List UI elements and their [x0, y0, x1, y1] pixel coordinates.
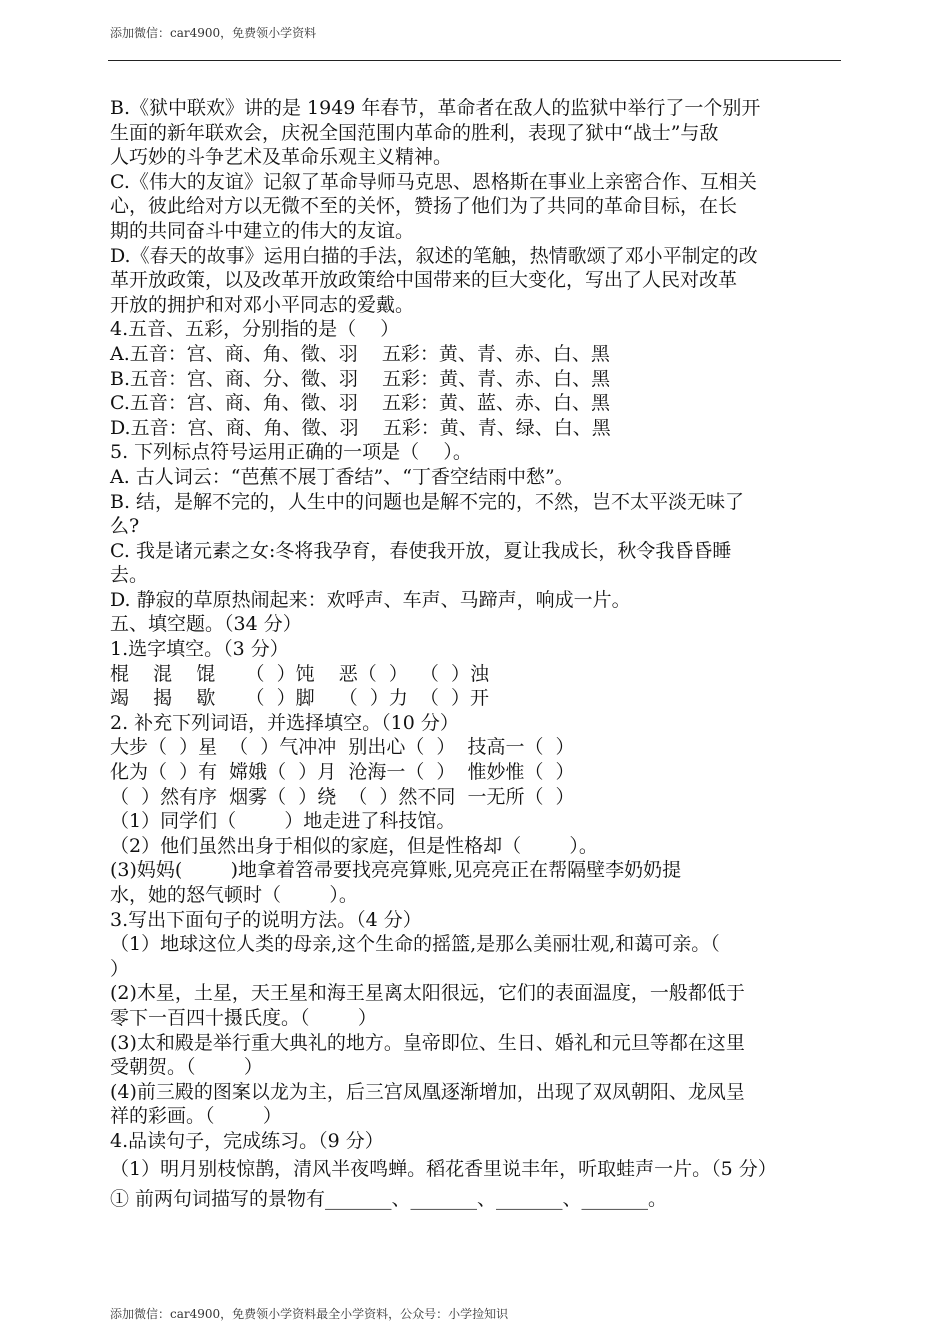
- text-line: 生面的新年联欢会，庆祝全国范围内革命的胜利，表现了狱中“战士”与敌: [110, 121, 719, 144]
- option-d: D.五音：宫、商、角、徵、羽 五彩：黄、青、绿、白、黑: [110, 416, 611, 439]
- text-line: D.《春天的故事》运用白描的手法，叙述的笔触，热情歌颂了邓小平制定的改: [110, 244, 758, 267]
- text-line: 去。: [110, 564, 149, 587]
- text-line: 祥的彩画。（ ）: [110, 1105, 282, 1128]
- fill-row: 化为（ ）有 嫦娥（ ）月 沧海一（ ） 惟妙惟（ ）: [110, 761, 575, 784]
- option-b: B.五音：宫、商、分、徵、羽 五彩：黄、青、赤、白、黑: [110, 367, 611, 390]
- fill-row: 竭 揭 歇 （ ）脚 （ ）力 （ ）开: [110, 687, 489, 710]
- text-line: 么?: [110, 515, 140, 538]
- fill-row: （ ）然有序 烟雾（ ）绕 （ ）然不同 一无所（ ）: [110, 785, 575, 808]
- document-body: [110, 96, 845, 1214]
- text-line: 开放的拥护和对邓小平同志的爱戴。: [110, 293, 415, 316]
- text-line: (3)太和殿是举行重大典礼的地方。皇帝即位、生日、婚礼和元旦等都在这里: [110, 1031, 745, 1054]
- text-line: 水，她的怒气顿时（ ）。: [110, 884, 358, 906]
- text-line: (3)妈妈( )地拿着笤帚要找亮亮算账,见亮亮正在帮隔壁李奶奶提: [110, 859, 682, 882]
- text-line: ）: [110, 957, 130, 980]
- text-line: （1）同学们（ ）地走进了科技馆。: [110, 810, 456, 833]
- question-4: 4.品读句子，完成练习。（9 分）: [110, 1129, 384, 1152]
- text-line: （1）明月别枝惊鹊，清风半夜鸣蝉。稻花香里说丰年，听取蛙声一片。（5 分）: [110, 1157, 777, 1180]
- option-c: C. 我是诸元素之女:冬将我孕育，春使我开放，夏让我成长，秋令我昏昏睡: [110, 539, 732, 562]
- section-heading: 五、填空题。（34 分）: [110, 613, 302, 636]
- option-c: C.五音：宫、商、角、徵、羽 五彩：黄、蓝、赤、白、黑: [110, 392, 611, 415]
- page-header: 添加微信：car4900，免费领小学资料: [110, 26, 317, 40]
- text-line: 零下一百四十摄氏度。（ ）: [110, 1006, 377, 1029]
- question-3: 3.写出下面句子的说明方法。（4 分）: [110, 908, 422, 931]
- option-a: A. 古人词云：“芭蕉不展丁香结”、“丁香空结雨中愁”。: [110, 465, 574, 488]
- text-line: (4)前三殿的图案以龙为主，后三宫凤凰逐渐增加，出现了双凤朝阳、龙凤呈: [110, 1080, 745, 1103]
- question-1: 1.选字填空。（3 分）: [110, 638, 289, 661]
- question-5: 5. 下列标点符号运用正确的一项是（ ）。: [110, 441, 472, 464]
- text-line: (2)木星，土星，天王星和海王星离太阳很远，它们的表面温度，一般都低于: [110, 982, 745, 1005]
- text-line: 革开放政策，以及改革开放政策给中国带来的巨大变化，写出了人民对改革: [110, 269, 738, 292]
- text-line: 期的共同奋斗中建立的伟大的友谊。: [110, 219, 415, 242]
- text-line: （2）他们虽然出身于相似的家庭，但是性格却（ ）。: [110, 834, 598, 857]
- text-line: 受朝贺。（ ）: [110, 1056, 263, 1079]
- text-line: B.《狱中联欢》讲的是 1949 年春节，革命者在敌人的监狱中举行了一个别开: [110, 97, 761, 119]
- question-2: 2. 补充下列词语，并选择填空。（10 分）: [110, 711, 459, 734]
- option-d: D. 静寂的草原热闹起来：欢呼声、车声、马蹄声，响成一片。: [110, 588, 631, 611]
- option-a: A.五音：宫、商、角、徵、羽 五彩：黄、青、赤、白、黑: [110, 342, 610, 365]
- text-line: C.《伟大的友谊》记叙了革命导师马克思、恩格斯在事业上亲密合作、互相关: [110, 170, 757, 193]
- question-4: 4.五音、五彩，分别指的是（ ）: [110, 318, 400, 341]
- page-footer: 添加微信：car4900，免费领小学资料最全小学资料，公众号：小学捡知识: [110, 1307, 509, 1321]
- text-line: 心，彼此给对方以无微不至的关怀，赞扬了他们为了共同的革命目标，在长: [110, 195, 738, 218]
- fill-row: 棍 混 馄 （ ）饨 恶（ ） （ ）浊: [110, 662, 489, 685]
- fill-row: 大步（ ）星 （ ）气冲冲 别出心（ ） 技高一（ ）: [110, 736, 575, 759]
- text-line: ① 前两句词描写的景物有_______、_______、_______、_______。: [110, 1187, 668, 1210]
- option-b: B. 结，是解不完的，人生中的问题也是解不完的，不然，岂不太平淡无味了: [110, 490, 745, 513]
- text-line: （1）地球这位人类的母亲,这个生命的摇篮,是那么美丽壮观,和蔼可亲。（: [110, 933, 720, 956]
- header-divider: [108, 60, 841, 61]
- text-line: 人巧妙的斗争艺术及革命乐观主义精神。: [110, 146, 453, 169]
